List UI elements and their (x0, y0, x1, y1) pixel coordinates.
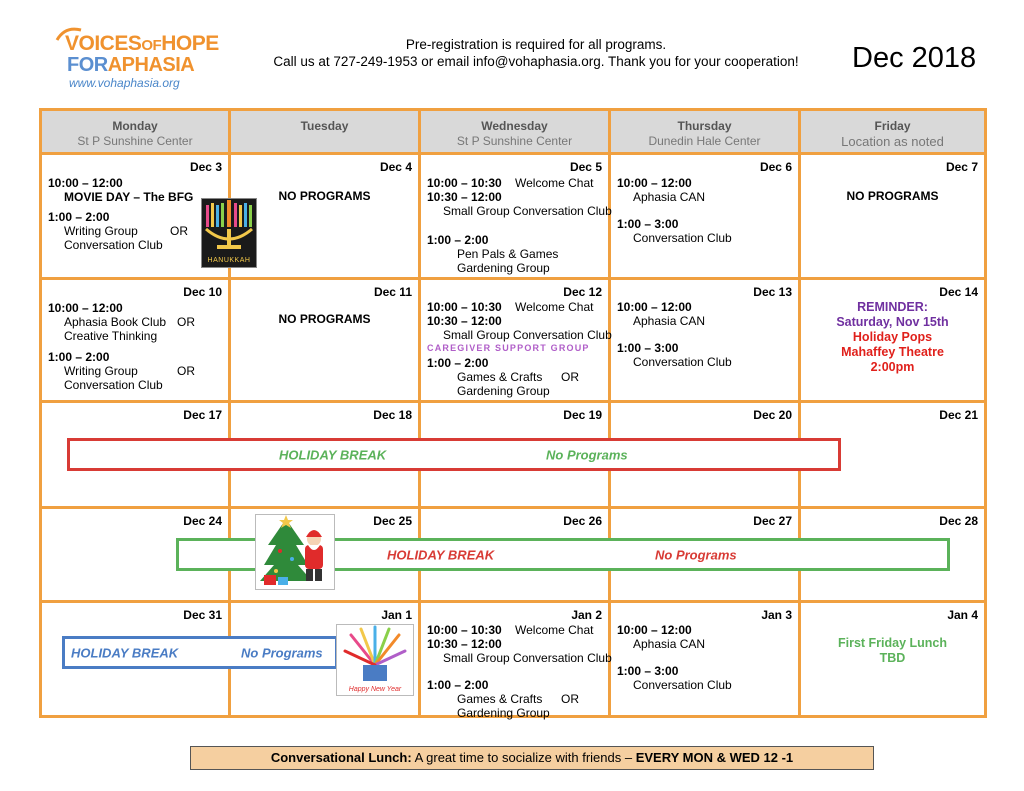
holiday-break-label: HOLIDAY BREAK (387, 547, 495, 562)
day-cell-dec-5 (421, 152, 611, 277)
time-slot: 10:00 – 12:00 (48, 301, 123, 315)
program-name: Conversation Club (633, 678, 732, 692)
time-slot: 10:00 – 12:00 (617, 300, 692, 314)
column-header-friday (801, 111, 984, 155)
column-location: St P Sunshine Center (77, 134, 193, 148)
program-name: Welcome Chat (515, 623, 594, 637)
date-number: Dec 18 (373, 408, 412, 422)
reminder-heading: REMINDER: (857, 300, 928, 314)
program-name: Gardening Group (457, 384, 550, 398)
time-slot: 10:00 – 10:30 (427, 176, 502, 190)
reminder-event: Holiday Pops (852, 330, 933, 344)
time-slot: 1:00 – 2:00 (427, 356, 489, 370)
christmas-tree-icon (256, 515, 334, 589)
program-name: Welcome Chat (515, 176, 594, 190)
happy-new-year-label: Happy New Year (348, 686, 402, 693)
program-name: Aphasia Book Club (64, 315, 167, 329)
reminder-time: 2:00pm (870, 360, 915, 374)
header-note (236, 36, 836, 70)
program-name: Conversation Club (633, 355, 732, 369)
date-number: Dec 5 (569, 160, 602, 174)
first-friday-lunch-tbd: TBD (879, 651, 906, 665)
day-cell-jan-4 (801, 600, 984, 718)
date-number: Dec 24 (183, 514, 222, 528)
program-name: Conversation Club (64, 378, 163, 392)
time-slot: 10:30 – 12:00 (427, 314, 502, 328)
time-slot: 1:00 – 2:00 (48, 350, 110, 364)
or-label: OR (170, 224, 188, 238)
time-slot: 10:00 – 12:00 (48, 176, 123, 190)
column-header-wednesday (421, 111, 611, 155)
holiday-break-label: HOLIDAY BREAK (279, 447, 387, 462)
day-cell-dec-11 (231, 277, 421, 400)
day-cell-dec-4 (231, 152, 421, 277)
day-cell-dec-10 (42, 277, 231, 400)
first-friday-lunch: First Friday Lunch (837, 636, 948, 650)
hanukkah-label: HANUKKAH (207, 257, 251, 264)
holiday-break-banner-week3 (67, 438, 841, 471)
organization-logo (55, 26, 219, 92)
time-slot: 1:00 – 2:00 (427, 233, 489, 247)
column-location: Location as noted (841, 134, 944, 149)
holiday-break-label: HOLIDAY BREAK (71, 645, 179, 660)
column-header-thursday (611, 111, 801, 155)
program-name: Aphasia CAN (633, 190, 706, 204)
footer-text: A great time to socialize with friends – (411, 750, 636, 765)
or-label: OR (177, 364, 195, 378)
column-header-tuesday (231, 111, 421, 155)
program-name: MOVIE DAY – The BFG (64, 190, 194, 204)
no-programs-note: NO PROGRAMS (278, 189, 371, 203)
happy-new-year-image (336, 624, 414, 696)
footer-title: Conversational Lunch: (270, 750, 412, 765)
date-number: Dec 17 (183, 408, 222, 422)
program-name: Pen Pals & Games (457, 247, 559, 261)
caregiver-support-group: CAREGIVER SUPPORT GROUP (427, 343, 590, 353)
day-cell-dec-13 (611, 277, 801, 400)
date-number: Dec 19 (563, 408, 602, 422)
date-number: Dec 28 (939, 514, 978, 528)
column-header-monday (42, 111, 231, 155)
time-slot: 1:00 – 2:00 (48, 210, 110, 224)
no-programs-note: NO PROGRAMS (846, 189, 939, 203)
date-number: Dec 20 (753, 408, 792, 422)
time-slot: 10:00 – 12:00 (617, 623, 692, 637)
program-name: Gardening Group (457, 261, 550, 275)
day-cell-jan-3 (611, 600, 801, 718)
day-cell-dec-6 (611, 152, 801, 277)
date-number: Dec 6 (759, 160, 792, 174)
time-slot: 1:00 – 3:00 (617, 664, 679, 678)
date-number: Dec 3 (189, 160, 222, 174)
date-number: Jan 1 (381, 608, 412, 622)
time-slot: 1:00 – 2:00 (427, 678, 489, 692)
column-day: Friday (874, 119, 911, 133)
date-number: Dec 26 (563, 514, 602, 528)
day-cell-dec-7 (801, 152, 984, 277)
program-name: Aphasia CAN (633, 314, 706, 328)
program-name: Small Group Conversation Club (443, 328, 612, 342)
program-name: Writing Group (64, 364, 138, 378)
column-day: Thursday (677, 119, 732, 133)
christmas-tree-santa-image (255, 514, 335, 590)
program-name: Games & Crafts (457, 692, 543, 706)
date-number: Jan 2 (571, 608, 602, 622)
column-location: Dunedin Hale Center (648, 134, 761, 148)
or-label: OR (561, 692, 579, 706)
date-number: Dec 31 (183, 608, 222, 622)
time-slot: 10:00 – 10:30 (427, 623, 502, 637)
no-programs-note: NO PROGRAMS (278, 312, 371, 326)
no-programs-label: No Programs (241, 645, 323, 660)
holiday-break-banner-week5 (62, 636, 338, 669)
program-name: Small Group Conversation Club (443, 651, 612, 665)
date-number: Dec 12 (563, 285, 602, 299)
program-name: Gardening Group (457, 706, 550, 720)
or-label: OR (177, 315, 195, 329)
logo-text-line2: FORAPHASIA (67, 54, 195, 76)
time-slot: 1:00 – 3:00 (617, 341, 679, 355)
time-slot: 10:30 – 12:00 (427, 190, 502, 204)
day-cell-jan-2 (421, 600, 611, 718)
date-number: Dec 7 (945, 160, 978, 174)
date-number: Dec 21 (939, 408, 978, 422)
reminder-venue: Mahaffey Theatre (841, 345, 944, 359)
logo-url[interactable]: www.vohaphasia.org (69, 76, 180, 90)
date-number: Dec 27 (753, 514, 792, 528)
program-name: Creative Thinking (64, 329, 158, 343)
program-name: Writing Group (64, 224, 138, 238)
time-slot: 10:30 – 12:00 (427, 637, 502, 651)
date-number: Dec 25 (373, 514, 412, 528)
date-number: Dec 14 (939, 285, 978, 299)
date-number: Dec 11 (373, 285, 412, 299)
column-day: Monday (112, 119, 158, 133)
time-slot: 10:00 – 12:00 (617, 176, 692, 190)
date-number: Dec 4 (379, 160, 412, 174)
day-cell-dec-14 (801, 277, 984, 400)
header-note-line2: Call us at 727-249-1953 or email info@vohaphasia.org. Thank you for your cooperation! (273, 54, 799, 69)
date-number: Jan 4 (947, 608, 978, 622)
fireworks-icon (337, 625, 413, 695)
footer-schedule: EVERY MON & WED 12 -1 (635, 750, 794, 765)
or-label: OR (561, 370, 579, 384)
program-name: Games & Crafts (457, 370, 543, 384)
date-number: Dec 10 (183, 285, 222, 299)
date-number: Dec 13 (753, 285, 792, 299)
program-name: Small Group Conversation Club (443, 204, 612, 218)
program-name: Conversation Club (633, 231, 732, 245)
conversational-lunch-banner (190, 746, 874, 770)
day-cell-dec-12 (421, 277, 611, 400)
program-name: Conversation Club (64, 238, 163, 252)
calendar-grid (39, 108, 987, 718)
date-number: Jan 3 (761, 608, 792, 622)
header-note-line1: Pre-registration is required for all programs. (405, 37, 667, 52)
program-name: Aphasia CAN (633, 637, 706, 651)
no-programs-label: No Programs (546, 447, 628, 462)
logo-text-line1: VOICESOFHOPE (65, 32, 219, 55)
no-programs-label: No Programs (655, 547, 737, 562)
column-location: St P Sunshine Center (456, 134, 573, 148)
hanukkah-menorah-image (201, 198, 257, 268)
month-title: Dec 2018 (852, 42, 977, 74)
time-slot: 1:00 – 3:00 (617, 217, 679, 231)
time-slot: 10:00 – 10:30 (427, 300, 502, 314)
program-name: Welcome Chat (515, 300, 594, 314)
column-day: Tuesday (300, 119, 349, 133)
column-day: Wednesday (481, 119, 548, 133)
reminder-date: Saturday, Nov 15th (836, 315, 949, 329)
